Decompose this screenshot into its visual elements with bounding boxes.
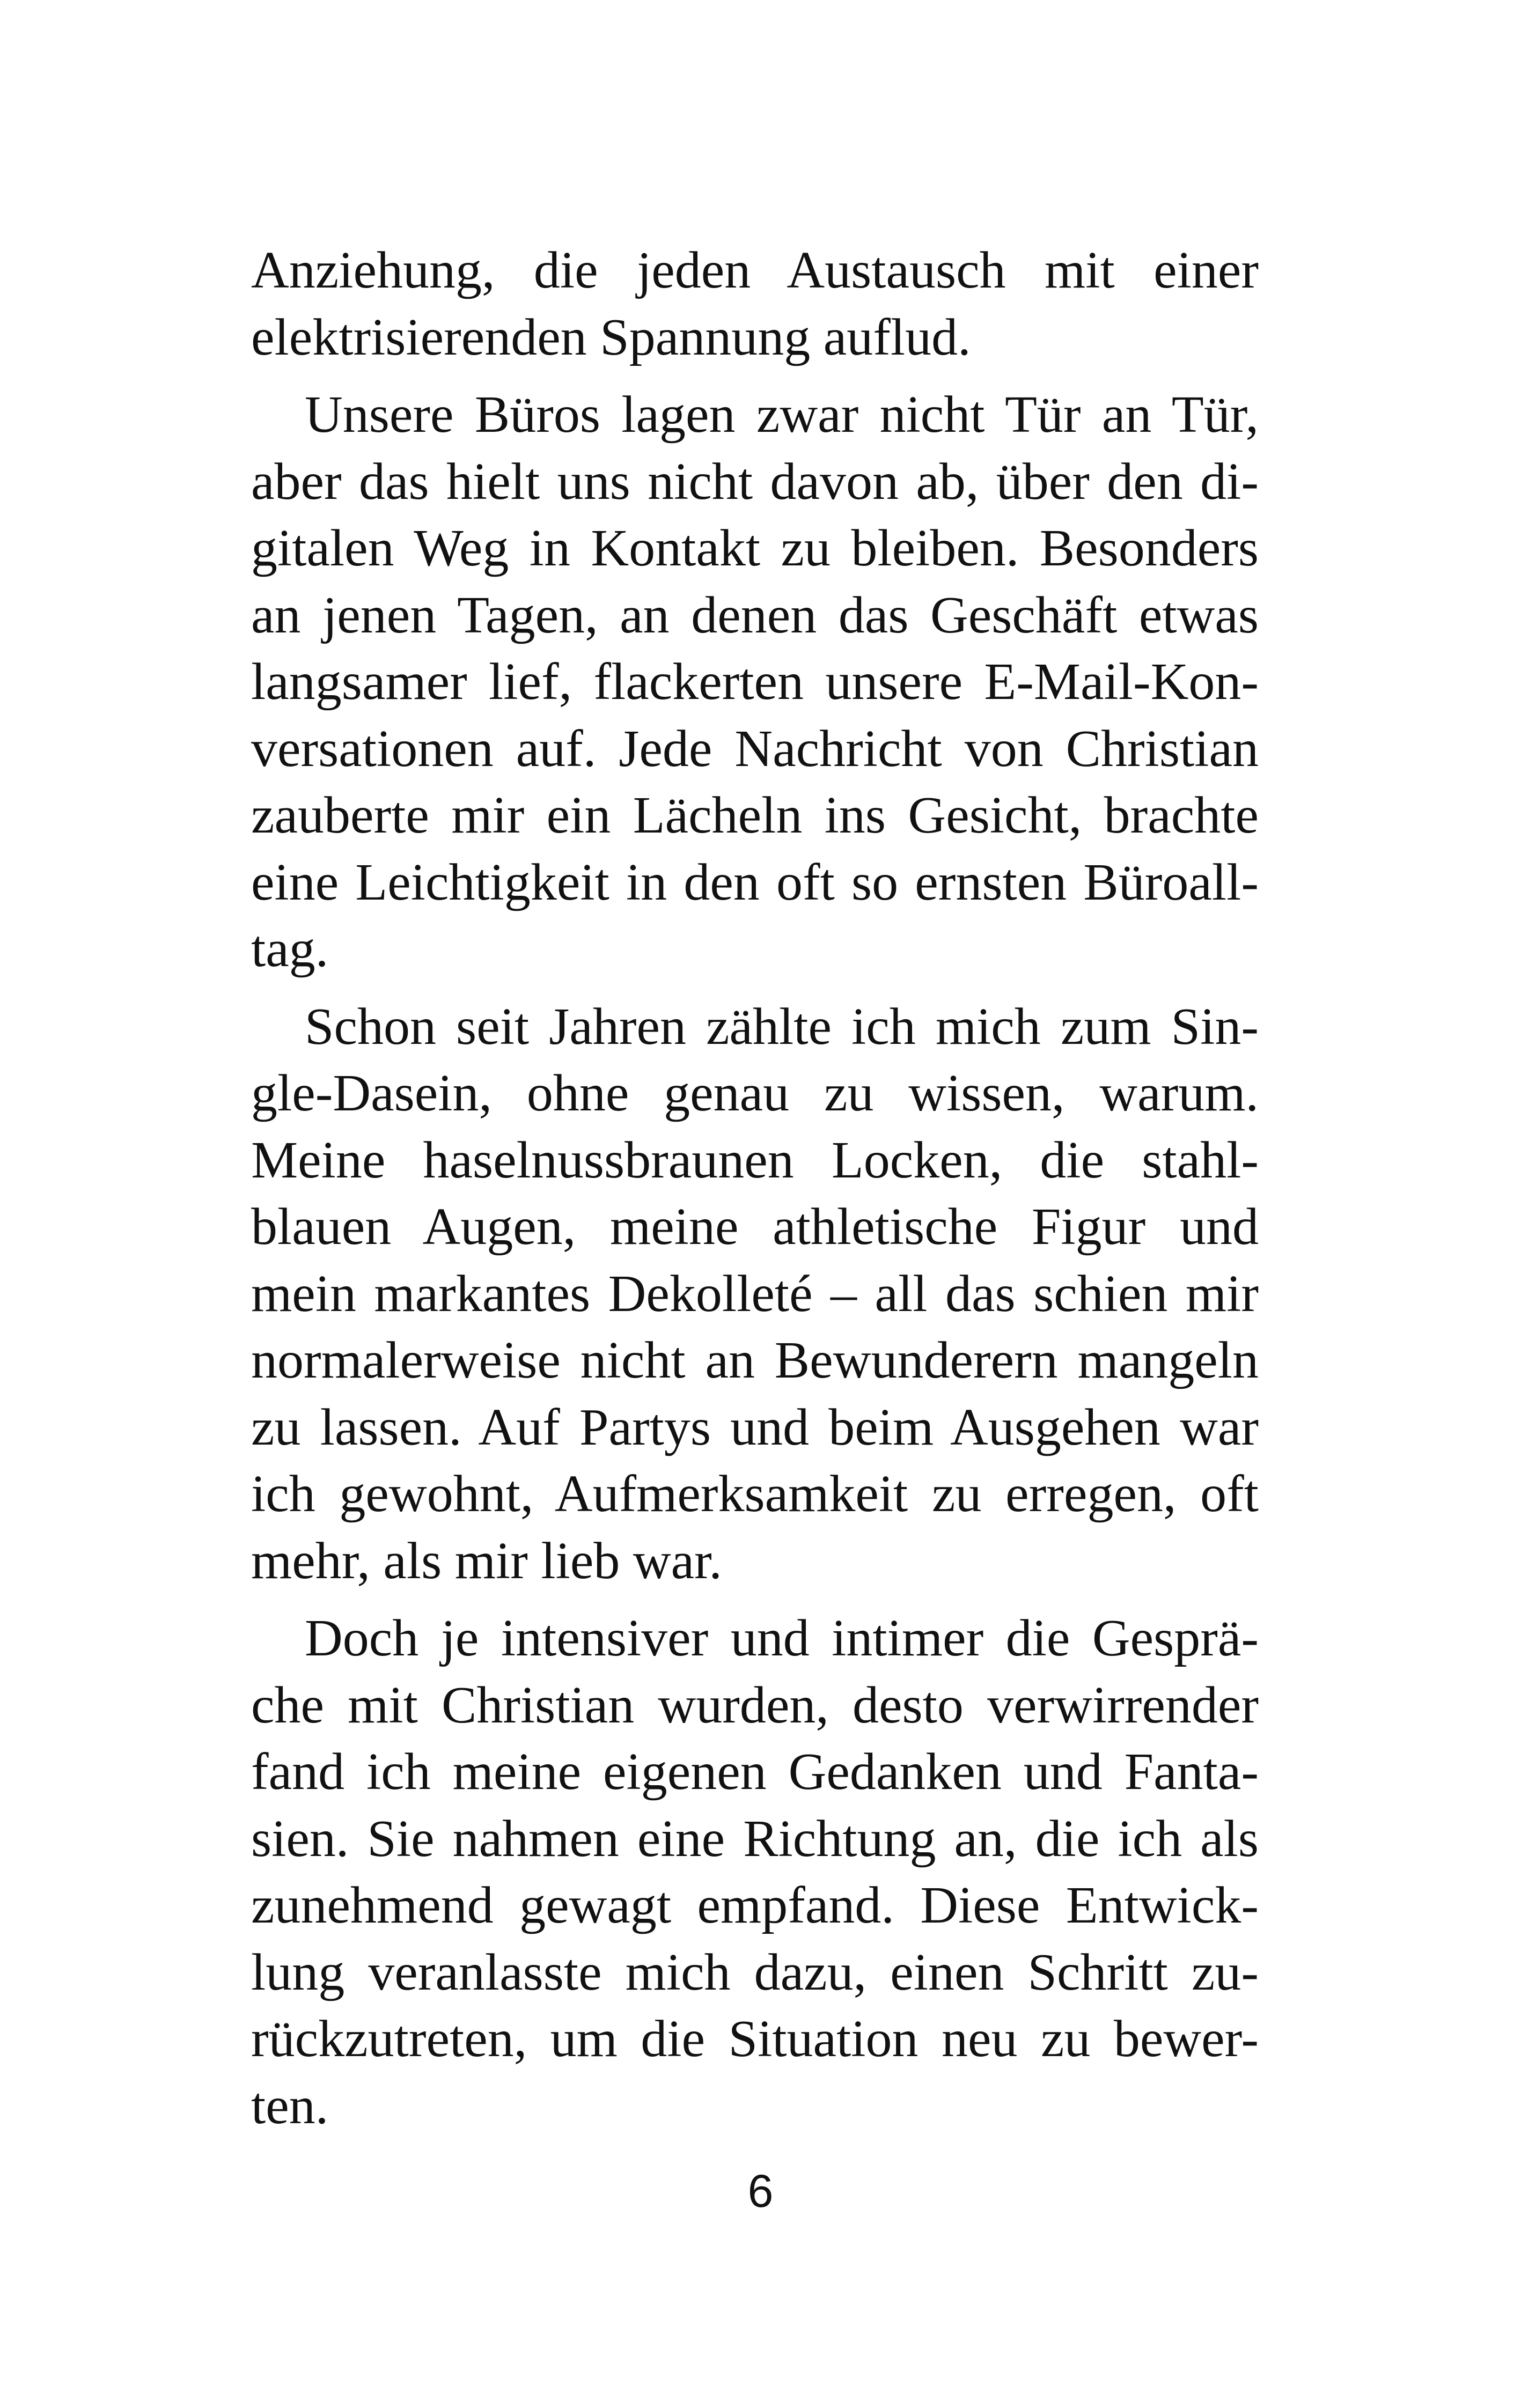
text-line: zunehmend gewagt empfand. Diese Entwick- <box>251 1876 1259 1934</box>
text-line: elektrisierenden Spannung auflud. <box>251 308 971 366</box>
text-line: versationen auf. Jede Nachricht von Christian <box>251 719 1259 778</box>
page-number: 6 <box>747 2166 774 2217</box>
text-line: gitalen Weg in Kontakt zu bleiben. Besonders <box>251 519 1259 577</box>
text-line: che mit Christian wurden, desto verwirrender <box>251 1676 1259 1734</box>
paragraph-2 <box>251 381 1259 983</box>
text-line: ich gewohnt, Aufmerksamkeit zu erregen, oft <box>251 1465 1259 1523</box>
paragraph-1 <box>251 237 1259 371</box>
text-line: mein markantes Dekolleté – all das schien mir <box>251 1264 1259 1323</box>
text-line: Schon seit Jahren zählte ich mich zum Sin- <box>305 997 1259 1056</box>
text-line: Doch je intensiver und intimer die Gesprä- <box>305 1609 1259 1667</box>
paragraph-3 <box>251 993 1259 1595</box>
paragraph-4 <box>251 1605 1259 2139</box>
text-line: ten. <box>251 2076 329 2135</box>
text-line: eine Leichtigkeit in den oft so ernsten Büroall- <box>251 853 1259 911</box>
text-line: aber das hielt uns nicht davon ab, über den di- <box>251 452 1259 511</box>
text-line: Meine haselnussbraunen Locken, die stahl- <box>251 1131 1259 1189</box>
body-text <box>251 237 1259 2150</box>
text-line: fand ich meine eigenen Gedanken und Fanta- <box>251 1743 1259 1801</box>
text-line: sien. Sie nahmen eine Richtung an, die ich als <box>251 1809 1259 1868</box>
text-line: rückzutreten, um die Situation neu zu bewer- <box>251 2010 1259 2068</box>
text-line: mehr, als mir lieb war. <box>251 1531 722 1590</box>
text-line: lung veranlasste mich dazu, einen Schritt zu- <box>251 1943 1259 2001</box>
text-line: zauberte mir ein Lächeln ins Gesicht, brachte <box>251 786 1259 844</box>
text-line: blauen Augen, meine athletische Figur und <box>251 1198 1259 1256</box>
text-line: Anziehung, die jeden Austausch mit einer <box>251 241 1259 299</box>
text-line: langsamer lief, flackerten unsere E-Mail-Kon- <box>251 653 1259 711</box>
text-line: zu lassen. Auf Partys und beim Ausgehen war <box>251 1398 1259 1456</box>
text-line: gle-Dasein, ohne genau zu wissen, warum. <box>251 1064 1259 1122</box>
text-line: Unsere Büros lagen zwar nicht Tür an Tür, <box>305 386 1259 444</box>
text-line: normalerweise nicht an Bewunderern mangeln <box>251 1331 1259 1389</box>
text-line: tag. <box>251 920 329 978</box>
text-line: an jenen Tagen, an denen das Geschäft etwas <box>251 586 1259 644</box>
